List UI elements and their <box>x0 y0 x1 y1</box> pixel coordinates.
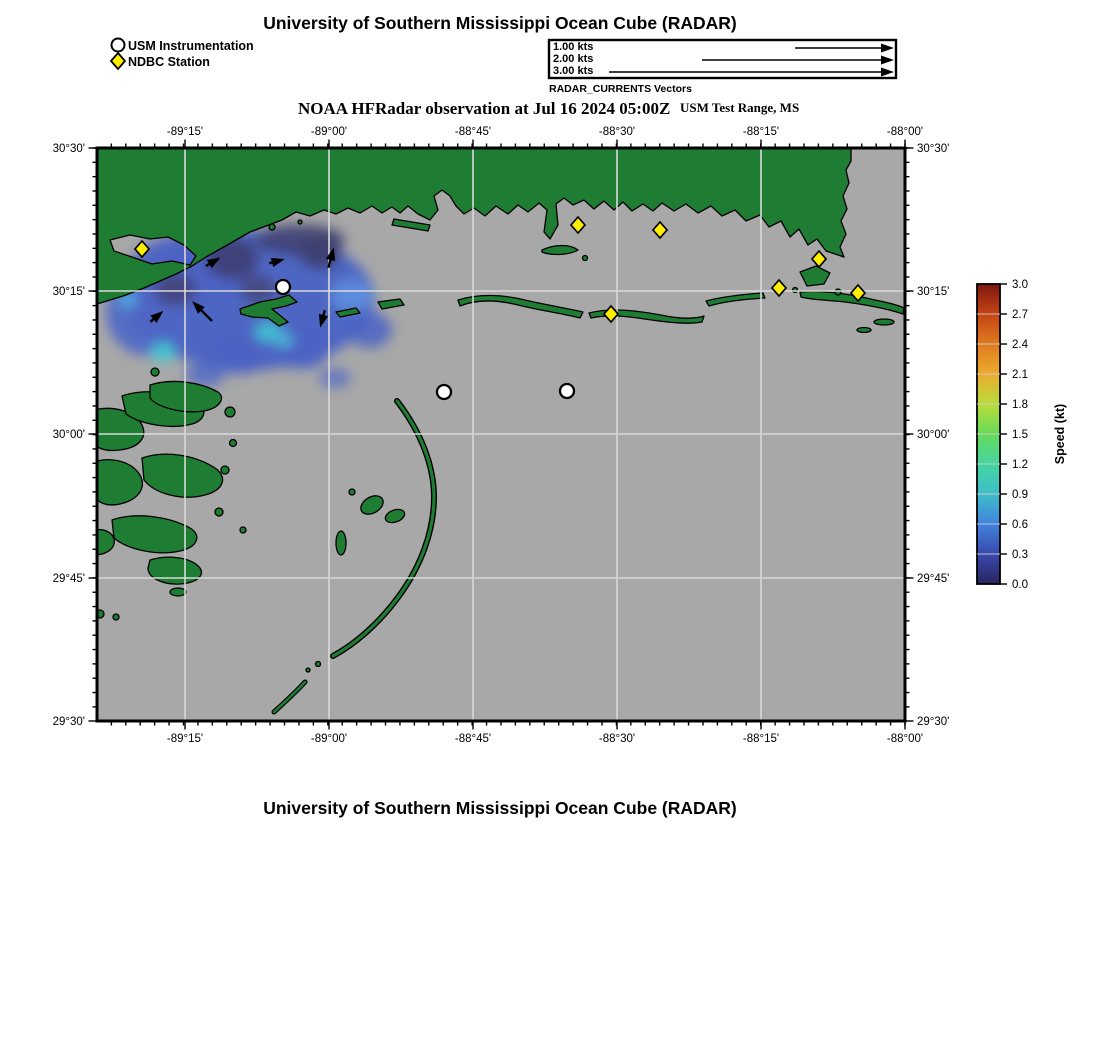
land-islet <box>857 328 871 333</box>
ndbc-station-icon <box>111 53 125 69</box>
colorbar-tick-label: 2.1 <box>1012 369 1028 381</box>
legend-ndbc-label: NDBC Station <box>128 55 210 69</box>
lat-label-left: 29°30' <box>52 716 85 728</box>
speed-patch <box>240 275 276 303</box>
land-islet <box>306 668 310 672</box>
land-marsh-bit <box>170 588 186 596</box>
vector-key-labels <box>553 41 593 77</box>
land-islet <box>874 319 894 325</box>
page-title: University of Southern Mississippi Ocean Cube (RADAR) <box>263 13 737 33</box>
legend-usm-label: USM Instrumentation <box>128 39 254 53</box>
speed-patch <box>275 333 293 347</box>
land-marsh-bit <box>221 466 229 474</box>
speed-patch <box>151 342 175 362</box>
land-islet <box>349 489 355 495</box>
land-marsh-bit <box>151 368 159 376</box>
range-label: USM Test Range, MS <box>680 100 800 115</box>
vector-key-caption: RADAR_CURRENTS Vectors <box>549 83 692 95</box>
land-marsh-bit <box>215 508 223 516</box>
land-islet <box>298 220 302 224</box>
land-marsh-bit <box>240 527 246 533</box>
lat-label-right: 30°30' <box>917 143 950 155</box>
lon-label-top: -88°00' <box>886 126 924 138</box>
usm-instrumentation-marker <box>437 385 451 399</box>
lat-label-right: 29°45' <box>917 573 950 585</box>
colorbar-tick-label: 0.0 <box>1012 579 1028 591</box>
observation-subtitle: NOAA HFRadar observation at Jul 16 2024 05:00Z <box>298 99 671 118</box>
lat-label-left: 30°15' <box>52 286 85 298</box>
land-islet <box>583 256 588 261</box>
lon-label-top: -88°45' <box>454 126 492 138</box>
land-islet <box>835 289 841 295</box>
speed-patch <box>348 312 392 348</box>
usm-instrumentation-icon <box>112 39 125 52</box>
land-islet <box>269 224 275 230</box>
lat-label-right: 30°15' <box>917 286 950 298</box>
lon-label-bottom: -88°30' <box>598 733 636 745</box>
colorbar <box>977 279 1029 591</box>
colorbar-tick-label: 1.8 <box>1012 399 1028 411</box>
colorbar-tick-label: 0.6 <box>1012 519 1028 531</box>
lat-label-left: 30°30' <box>52 143 85 155</box>
land-marsh-bit <box>230 440 237 447</box>
bottom-title: University of Southern Mississippi Ocean Cube (RADAR) <box>263 798 737 818</box>
colorbar-tick-label: 1.5 <box>1012 429 1028 441</box>
colorbar-tick-label: 0.3 <box>1012 549 1028 561</box>
lat-label-right: 29°30' <box>917 716 950 728</box>
lon-label-bottom: -89°15' <box>166 733 204 745</box>
colorbar-tick-label: 3.0 <box>1012 279 1028 291</box>
colorbar-tick-label: 1.2 <box>1012 459 1028 471</box>
vector-key-label-3: 3.00 kts <box>553 65 594 77</box>
usm-instrumentation-marker <box>560 384 574 398</box>
land-islet <box>336 531 346 555</box>
lat-label-left: 29°45' <box>52 573 85 585</box>
colorbar-tick-label: 0.9 <box>1012 489 1028 501</box>
lon-label-top: -89°00' <box>310 126 348 138</box>
colorbar-tick-label: 2.4 <box>1012 339 1028 351</box>
usm-instrumentation-marker <box>276 280 290 294</box>
land-marsh-bit <box>113 614 119 620</box>
lon-label-bottom: -89°00' <box>310 733 348 745</box>
speed-patch <box>319 368 351 388</box>
land-marsh-bit <box>225 407 235 417</box>
colorbar-label: Speed (kt) <box>1053 403 1067 465</box>
lon-label-top: -88°30' <box>598 126 636 138</box>
vector-key-label-1: 1.00 kts <box>553 41 594 53</box>
lat-label-right: 30°00' <box>917 429 950 441</box>
lon-label-top: -89°15' <box>166 126 204 138</box>
speed-patch <box>331 280 373 312</box>
lon-label-bottom: -88°45' <box>454 733 492 745</box>
colorbar-tick-label: 2.7 <box>1012 309 1028 321</box>
land-islet <box>316 662 321 667</box>
lon-label-top: -88°15' <box>742 126 780 138</box>
speed-patch <box>298 234 342 270</box>
lon-label-bottom: -88°15' <box>742 733 780 745</box>
lon-label-bottom: -88°00' <box>886 733 924 745</box>
lat-label-left: 30°00' <box>52 429 85 441</box>
vector-key-label-2: 2.00 kts <box>553 53 594 65</box>
